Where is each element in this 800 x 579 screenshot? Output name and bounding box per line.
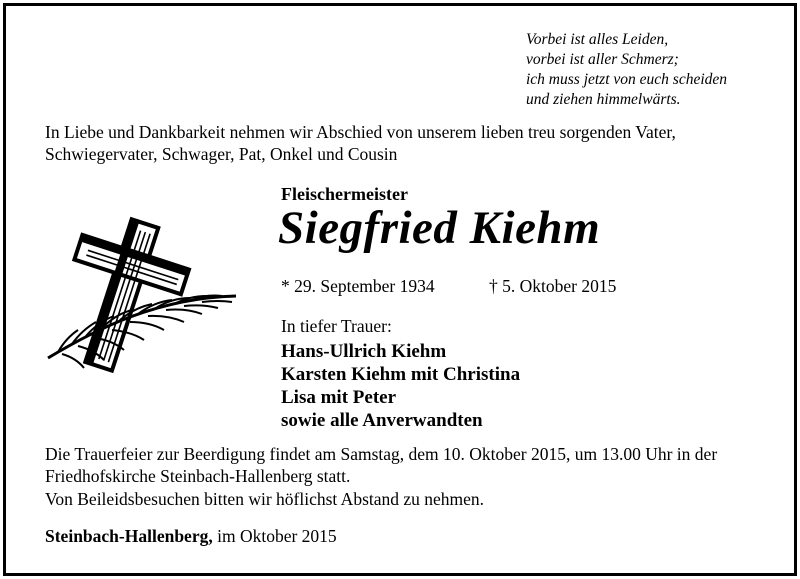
condolence-notice: Von Beileidsbesuchen bitten wir höflichst Abstand zu nehmen. [45, 489, 485, 509]
mourner: Karsten Kiehm mit Christina [281, 364, 521, 385]
mourning-label: In tiefer Trauer: [281, 316, 392, 336]
closing-place: Steinbach-Hallenberg, [45, 526, 213, 546]
birth-date: * 29. September 1934 [281, 276, 435, 296]
poem-line: vorbei ist aller Schmerz; [526, 51, 679, 68]
mourner: Lisa mit Peter [281, 387, 397, 408]
cross-with-palm-frond-icon [38, 208, 242, 378]
deceased-profession: Fleischermeister [281, 184, 408, 204]
intro-text: In Liebe und Dankbarkeit nehmen wir Abschied von unserem lieben treu sorgenden Vater, Schwiegervater, Schwager, Pat, Onkel und Cousin [45, 122, 676, 164]
deceased-name: Siegfried Kiehm [278, 202, 601, 254]
funeral-notice: Die Trauerfeier zur Beerdigung findet am Samstag, dem 10. Oktober 2015, um 13.00 Uhr in der Friedhofskirche Steinbach-Hallenberg statt. [45, 444, 718, 486]
death-date: † 5. Oktober 2015 [489, 276, 617, 296]
poem-line: und ziehen himmelwärts. [526, 91, 681, 108]
mourners-list [281, 340, 520, 432]
poem-line: ich muss jetzt von euch scheiden [526, 71, 728, 88]
life-dates [281, 276, 617, 297]
poem-line: Vorbei ist alles Leiden, [526, 31, 669, 48]
closing-date: im Oktober 2015 [212, 526, 337, 546]
mourner: sowie alle Anverwandten [281, 410, 483, 431]
poem [526, 30, 727, 110]
closing-line [45, 526, 337, 547]
mourner: Hans-Ullrich Kiehm [281, 341, 447, 362]
